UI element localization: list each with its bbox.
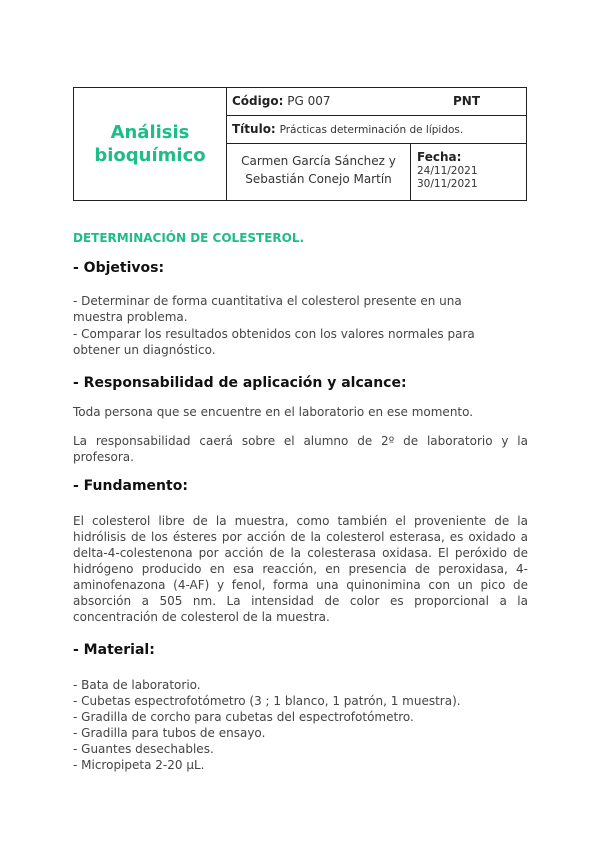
list-item: - Bata de laboratorio. — [73, 678, 201, 692]
fundamento-heading: - Fundamento: — [73, 478, 188, 494]
title-field — [232, 122, 463, 136]
author-2: Sebastián Conejo Martín — [245, 172, 392, 186]
code-value: PG 007 — [287, 94, 331, 108]
objetivos-line-2: - Comparar los resultados obtenidos con los valores normales para obtener un diagnóstico. — [73, 327, 475, 357]
code-field — [232, 94, 330, 108]
header-title — [94, 121, 205, 167]
authors-cell — [227, 144, 411, 200]
date-1: 24/11/2021 — [417, 165, 478, 177]
header-title-cell — [74, 88, 227, 200]
responsabilidad-p1: Toda persona que se encuentre en el laboratorio en ese momento. — [73, 405, 474, 419]
title-value: Prácticas determinación de lípidos. — [279, 124, 464, 136]
list-item: - Gradilla para tubos de ensayo. — [73, 726, 266, 740]
section-title: DETERMINACIÓN DE COLESTEROL. — [73, 231, 305, 245]
header-title-line2: bioquímico — [94, 145, 206, 166]
list-item: - Guantes desechables. — [73, 742, 214, 756]
header-row-authors — [227, 144, 526, 200]
header-row-title — [227, 116, 526, 144]
code-label: Código: — [232, 94, 284, 108]
list-item: - Cubetas espectrofotómetro (3 ; 1 blanco, 1 patrón, 1 muestra). — [73, 694, 461, 708]
date-label: Fecha: — [417, 150, 462, 164]
objetivos-line-1: - Determinar de forma cuantitativa el colesterol presente en una muestra problema. — [73, 294, 462, 324]
material-heading: - Material: — [73, 642, 155, 658]
author-1: Carmen García Sánchez y — [241, 154, 396, 168]
header-row-code — [227, 88, 526, 116]
responsabilidad-heading: - Responsabilidad de aplicación y alcance: — [73, 375, 407, 391]
header-table — [73, 87, 527, 201]
material-list — [73, 677, 461, 773]
list-item: - Gradilla de corcho para cubetas del espectrofotómetro. — [73, 710, 414, 724]
header-title-line1: Análisis — [110, 122, 190, 143]
fundamento-text: El colesterol libre de la muestra, como también el proveniente de la hidrólisis de los ésteres por acción de la colesterol esterasa, es oxidado a delta-4-colestenona por acción de la colesterasa oxidasa. El peróxido de hidrógeno producido en esa reacción, en presencia de peroxidasa, 4-aminofenazona (4-AF) y fenol, forma una quinonimina con un pico de absorción a 505 nm. La intensidad de color es proporcional a la concentración de colesterol de la muestra. — [73, 514, 528, 624]
date-field — [417, 150, 478, 191]
list-item: - Micropipeta 2-20 µL. — [73, 758, 205, 772]
date-2: 30/11/2021 — [417, 178, 478, 190]
title-label: Título: — [232, 122, 276, 136]
objetivos-heading: - Objetivos: — [73, 260, 165, 276]
doc-type: PNT — [453, 94, 481, 108]
responsabilidad-p2: La responsabilidad caerá sobre el alumno de 2º de laboratorio y la profesora. — [73, 434, 528, 464]
